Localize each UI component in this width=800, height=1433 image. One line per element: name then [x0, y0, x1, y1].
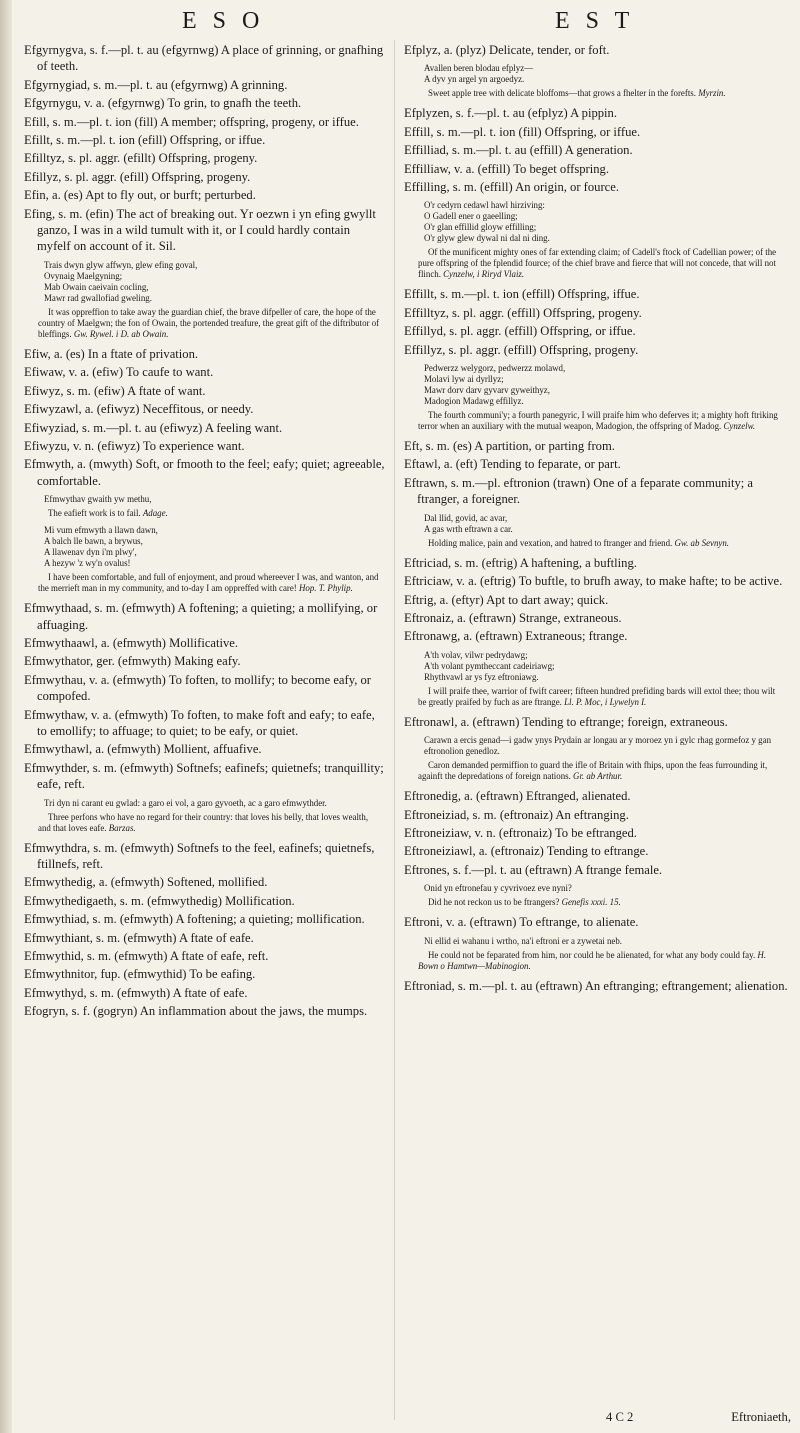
citation-block	[404, 936, 788, 972]
dictionary-entry: Eftroni, v. a. (eftrawn) To eftrange, to alienate.	[404, 915, 639, 930]
welsh-verse-line: Rhythvawl ar ys fyz eftroniawg.	[424, 671, 539, 682]
english-translation	[38, 572, 382, 594]
translation-text: Did he not reckon us to be ftrangers?	[428, 897, 560, 908]
dictionary-entry: Effillyz, s. pl. aggr. (effill) Offspring, progeny.	[404, 342, 639, 357]
dictionary-entry: Efplyzen, s. f.—pl. t. au (efplyz) A pippin.	[404, 106, 617, 121]
dictionary-entry: Eftronawg, a. (eftrawn) Extraneous; ftrange.	[404, 629, 628, 644]
english-translation	[418, 760, 784, 782]
dictionary-entry: Efmwythedig, a. (efmwyth) Softened, mollified.	[24, 875, 268, 890]
citation-source: Adage.	[142, 508, 168, 519]
citation-source: Barzas.	[108, 822, 136, 833]
citation-block	[404, 513, 788, 549]
citation-source: H. Bown o Hamtwn—Mabinogion.	[418, 949, 767, 971]
dictionary-entry: Efmwythator, ger. (efmwyth) Making eafy.	[24, 654, 241, 669]
english-translation	[418, 538, 784, 549]
dictionary-entry: Efmwythaawl, a. (efmwyth) Mollificative.	[24, 635, 239, 650]
dictionary-entry: Efmwythder, s. m. (efmwyth) Softnefs; eafinefs; quietnefs; tranquillity; eafe, reft.	[24, 760, 384, 792]
english-translation	[418, 897, 784, 908]
welsh-verse-line: Molavi lyw ai dyrllyz;	[424, 374, 504, 385]
citation-source: Hop. T. Phylip.	[298, 583, 353, 594]
welsh-verse-line: A dyv yn argel yn argoedyz.	[424, 74, 525, 85]
dictionary-entry: Eftronedig, a. (eftrawn) Eftranged, alienated.	[404, 789, 631, 804]
welsh-verse-line: Mi vum efmwyth a llawn dawn,	[44, 525, 158, 536]
dictionary-entry: Efmwythid, s. m. (efmwyth) A ftate of eafe, reft.	[24, 949, 269, 964]
citation-block	[404, 363, 788, 432]
welsh-verse-line: Mawr dorv darv gyvarv gyweithyz,	[424, 385, 550, 396]
translation-text: I have been comfortable, and full of enjoyment, and proud whereever I was, and wanton, and the merrieft man in my community, and to-day I am oppreffed with care!	[38, 572, 379, 594]
citation-block	[404, 200, 788, 280]
welsh-verse-line: A'th volant pymtheccant cadeiriawg;	[424, 660, 555, 671]
welsh-verse-line: O'r glan effillid gloyw effilling;	[424, 222, 537, 233]
left-column	[24, 42, 386, 1022]
dictionary-entry: Effilltyz, s. pl. aggr. (effill) Offspring, progeny.	[404, 305, 642, 320]
dictionary-entry: Eftawl, a. (eft) Tending to feparate, or part.	[404, 457, 621, 472]
citation-block	[24, 494, 386, 519]
welsh-verse-line: Onid yn eftronefau y cyvrivoez eve nyni?	[424, 883, 572, 894]
welsh-verse-line: A llawenav dyn i'm plwy',	[44, 547, 137, 558]
citation-source: Genefis xxxi. 15.	[561, 897, 621, 908]
welsh-verse-line: Pedwerzz welygorz, pedwerzz molawd,	[424, 363, 566, 374]
welsh-verse-line: O'r glyw glew dywal ni dal ni ding.	[424, 233, 550, 244]
welsh-verse-line: O'r cedyrn cedawl hawl hirziving:	[424, 200, 545, 211]
dictionary-entry: Efgyrnygiad, s. m.—pl. t. au (efgyrnwg) A grinning.	[24, 77, 288, 92]
dictionary-entry: Efmwythedigaeth, s. m. (efmwythedig) Mollification.	[24, 893, 295, 908]
citation-block	[404, 650, 788, 708]
dictionary-entry: Efmwythiant, s. m. (efmwyth) A ftate of eafe.	[24, 930, 254, 945]
citation-block	[404, 63, 788, 99]
translation-text: Sweet apple tree with delicate bloffoms—that grows a fhelter in the forefts.	[428, 88, 696, 99]
dictionary-entry: Efiwyziad, s. m.—pl. t. au (efiwyz) A feeling want.	[24, 420, 283, 435]
welsh-verse-line: Avallen beren blodau efplyz—	[424, 63, 534, 74]
left-running-head: E S O	[182, 8, 265, 34]
welsh-verse-line: Mab Owain caeivain cocling,	[44, 281, 149, 292]
citation-source: Gw. ab Sevnyn.	[674, 537, 730, 548]
dictionary-entry: Effilliad, s. m.—pl. t. au (effill) A generation.	[404, 143, 633, 158]
citation-source: Cynzelw, i Riryd Vlaiz.	[443, 269, 525, 280]
welsh-verse-line: Madogion Madawg effillyz.	[424, 396, 524, 407]
welsh-verse-line: Ni ellid ei wahanu i wrtho, na'i eftroni er a zywetai neb.	[424, 935, 623, 946]
catchword: Eftroniaeth,	[731, 1410, 791, 1424]
translation-text: It was oppreffion to take away the guardian chief, the brave difpeller of care, the hope of the country of Maelgwn; the fon of Owain, the portended treafure, the great gift of the diftributor of bleffings.	[38, 306, 380, 339]
dictionary-entry: Efmwythnitor, fup. (efmwythid) To be eafing.	[24, 967, 256, 982]
citation-source: Cynzelw.	[723, 421, 756, 432]
dictionary-entry: Eftrig, a. (eftyr) Apt to dart away; quick.	[404, 592, 609, 607]
dictionary-entry: Effilling, s. m. (effill) An origin, or fource.	[404, 180, 619, 195]
english-translation	[38, 508, 382, 519]
welsh-verse-line: O Gadell ener o gaeelling;	[424, 211, 518, 222]
dictionary-entry: Efiwyz, s. m. (efiw) A ftate of want.	[24, 383, 206, 398]
welsh-verse-line: Carawn a ercis genad—i gadw ynys Prydain ar longau ar y moroez yn i gylc rhag gormefoz y gan eftronolion genedloz.	[424, 735, 772, 757]
english-translation	[38, 812, 382, 834]
dictionary-entry: Eftriciaw, v. a. (eftrig) To buftle, to brufh away, to make hafte; to be active.	[404, 574, 783, 589]
dictionary-entry: Efgyrnygu, v. a. (efgyrnwg) To grin, to gnafh the teeth.	[24, 96, 302, 111]
dictionary-entry: Effillyd, s. pl. aggr. (effill) Offspring, or iffue.	[404, 324, 636, 339]
dictionary-entry: Eftrawn, s. m.—pl. eftronion (trawn) One of a feparate community; a ftranger, a foreigner.	[404, 475, 754, 507]
dictionary-entry: Efogryn, s. f. (gogryn) An inflammation about the jaws, the mumps.	[24, 1004, 368, 1019]
dictionary-entry: Eftronaiz, a. (eftrawn) Strange, extraneous.	[404, 610, 622, 625]
dictionary-entry: Efmwythaw, v. a. (efmwyth) To foften, to make foft and eafy; to eafe, to emollify; to affuage; to quiet; to be eafy, or quiet.	[24, 707, 375, 738]
dictionary-entry: Efmwyth, a. (mwyth) Soft, or fmooth to the feel; eafy; quiet; agreeable, comfortable.	[24, 457, 385, 488]
translation-text: I will praife thee, warrior of fwift career; fifteen hundred prefiding bards will extol thee; thou wilt be greatly praifed by fuch as are ftrange.	[418, 685, 776, 707]
dictionary-entry: Eftroneiziawl, a. (eftronaiz) Tending to eftrange.	[404, 844, 649, 859]
citation-block	[404, 735, 788, 782]
dictionary-entry: Efiw, a. (es) In a ftate of privation.	[24, 346, 199, 361]
welsh-verse-line: A'th volav, vilwr pedrydawg;	[424, 649, 528, 660]
dictionary-entry: Efin, a. (es) Apt to fly out, or burft; perturbed.	[24, 188, 256, 203]
dictionary-entry: Effill, s. m.—pl. t. ion (fill) Offspring, or iffue.	[404, 124, 641, 139]
dictionary-entry: Efgyrnygva, s. f.—pl. t. au (efgyrnwg) A place of grinning, or gnafhing of teeth.	[24, 43, 384, 74]
translation-text: He could not be feparated from him, nor could he be alienated, for what any body could fay.	[428, 949, 756, 960]
dictionary-entry: Effillt, s. m.—pl. t. ion (effill) Offspring, iffue.	[404, 287, 640, 302]
dictionary-entry: Efiwaw, v. a. (efiw) To caufe to want.	[24, 365, 214, 380]
english-translation	[418, 410, 784, 432]
translation-text: The fourth communi'y; a fourth panegyric, I will praife him who deferves it; a mighty hoft ftriking terror when an auxiliary with the mutual weapon, Madogion, the offspring of Madog.	[418, 410, 778, 432]
dictionary-entry: Efmwythau, v. a. (efmwyth) To foften, to mollify; to become eafy, or compofed.	[24, 672, 371, 704]
english-translation	[418, 88, 784, 99]
page-gutter-edge	[0, 0, 12, 1433]
english-translation	[418, 950, 784, 972]
dictionary-entry: Eftronawl, a. (eftrawn) Tending to eftrange; foreign, extraneous.	[404, 714, 728, 729]
dictionary-entry: Eftrones, s. f.—pl. t. au (eftrawn) A ftrange female.	[404, 862, 663, 877]
translation-text: Three perfons who have no regard for their country: that loves his belly, that loves wealth, and that loves eafe.	[38, 811, 369, 833]
english-translation	[38, 307, 382, 340]
citation-block	[24, 525, 386, 594]
dictionary-entry: Efilltyz, s. pl. aggr. (efillt) Offspring, progeny.	[24, 151, 258, 166]
right-column	[404, 42, 788, 996]
dictionary-entry: Eftroniad, s. m.—pl. t. au (eftrawn) An eftranging; eftrangement; alienation.	[404, 978, 788, 993]
dictionary-entry: Efmwythdra, s. m. (efmwyth) Softnefs to the feel, eafinefs; quietnefs, ftillnefs, reft.	[24, 840, 375, 871]
dictionary-entry: Efmwythaad, s. m. (efmwyth) A foftening; a quieting; a mollifying, or affuaging.	[24, 601, 378, 632]
dictionary-entry: Efillt, s. m.—pl. t. ion (efill) Offspring, or iffue.	[24, 133, 266, 148]
translation-text: Holding malice, pain and vexation, and hatred to ftranger and friend.	[428, 537, 673, 548]
dictionary-entry: Efmwythawl, a. (efmwyth) Mollient, affuafive.	[24, 742, 262, 757]
citation-block	[24, 798, 386, 834]
english-translation	[418, 686, 784, 708]
dictionary-entry: Eftriciad, s. m. (eftrig) A haftening, a buftling.	[404, 555, 637, 570]
welsh-verse-line: A balch lle bawn, a brywus,	[44, 536, 143, 547]
dictionary-entry: Efmwythiad, s. m. (efmwyth) A foftening; a quieting; mollification.	[24, 912, 365, 927]
dictionary-entry: Efiwyzawl, a. (efiwyz) Neceffitous, or needy.	[24, 402, 254, 417]
english-translation	[418, 247, 784, 280]
dictionary-entry: Efillyz, s. pl. aggr. (efill) Offspring, progeny.	[24, 169, 251, 184]
dictionary-entry: Eftroneiziaw, v. n. (eftronaiz) To be eftranged.	[404, 825, 637, 840]
column-divider	[394, 40, 395, 1420]
dictionary-entry: Efplyz, a. (plyz) Delicate, tender, or foft.	[404, 43, 610, 57]
citation-source: Ll. P. Moc, i Lywelyn I.	[564, 696, 647, 707]
signature-mark: 4 C 2	[606, 1410, 634, 1424]
dictionary-entry: Effilliaw, v. a. (effill) To beget offspring.	[404, 161, 609, 176]
dictionary-entry: Efiwyzu, v. n. (efiwyz) To experience want.	[24, 438, 245, 453]
dictionary-entry: Eft, s. m. (es) A partition, or parting from.	[404, 439, 615, 454]
translation-text: The eafieft work is to fail.	[48, 508, 141, 519]
dictionary-entry: Eftroneiziad, s. m. (eftronaiz) An eftranging.	[404, 807, 629, 822]
welsh-verse-line: A hezyw 'z wy'n ovalus!	[44, 558, 131, 569]
welsh-verse-line: Efmwythav gwaith yw methu,	[44, 494, 152, 505]
dictionary-entry: Efill, s. m.—pl. t. ion (fill) A member; offspring, progeny, or iffue.	[24, 114, 359, 129]
welsh-verse-line: Mawr rad gwallofiad gweling.	[44, 292, 152, 303]
right-running-head: E S T	[555, 8, 635, 34]
page-footer	[606, 1410, 791, 1425]
welsh-verse-line: Dal llid, govid, ac avar,	[424, 512, 508, 523]
citation-source: Gw. Rywel. i D. ab Owain.	[73, 328, 169, 339]
welsh-verse-line: A gas wrth eftrawn a car.	[424, 523, 513, 534]
citation-block	[404, 883, 788, 908]
citation-source: Myrzin.	[698, 88, 726, 99]
dictionary-entry: Efing, s. m. (efin) The act of breaking out. Yr oezwn i yn efing gwyllt ganzo, I was in a wild tumult with it, or I could hardly contain myfelf on account of it. Sil.	[24, 206, 376, 254]
welsh-verse-line: Ovynaig Maelgyning;	[44, 270, 123, 281]
dictionary-entry: Efmwythyd, s. m. (efmwyth) A ftate of eafe.	[24, 985, 248, 1000]
welsh-verse-line: Trais dwyn glyw affwyn, glew efing goval,	[44, 259, 198, 270]
citation-source: Gr. ab Arthur.	[573, 771, 623, 782]
welsh-verse-line: Tri dyn ni carant eu gwlad: a garo ei vol, a garo gyvoeth, ac a garo efmwythder.	[44, 797, 327, 808]
translation-text: Caron demanded permiffion to guard the ifle of Britain with fhips, upon the feas furrounding it, againft the depredations of foreign nations.	[418, 760, 768, 782]
citation-block	[24, 260, 386, 340]
translation-text: Of the munificent mighty ones of far extending claim; of Cadell's ftock of Cadellian power; of the pure offspring of the fplendid fource; of the chief brave and fierce that will not concede, that will not flinch.	[418, 247, 777, 280]
